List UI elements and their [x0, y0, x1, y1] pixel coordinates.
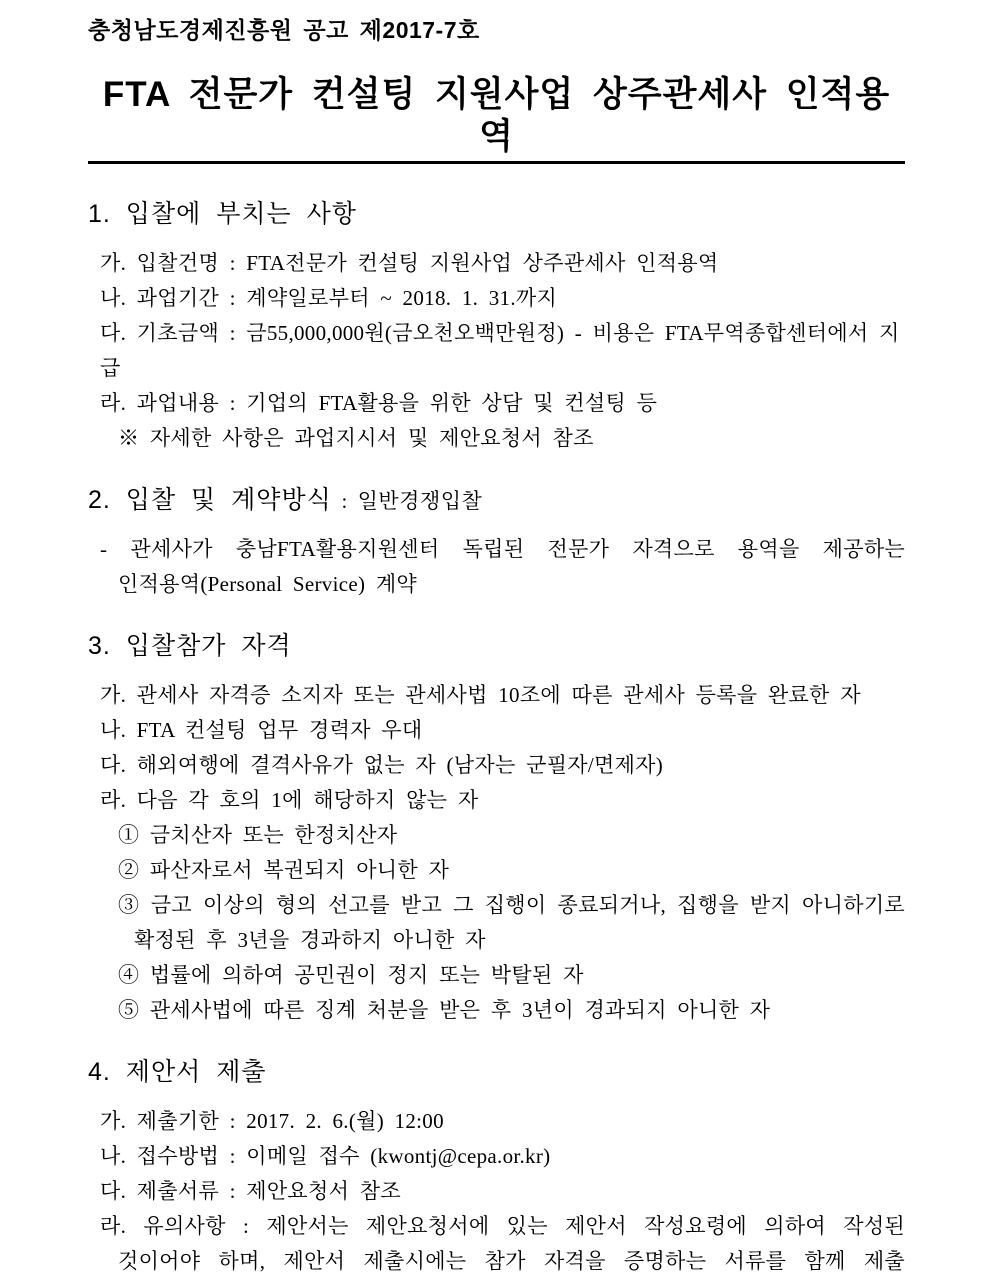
document-line: 가. 관세사 자격증 소지자 또는 관세사법 10조에 따른 관세사 등록을 완료한 자 [100, 683, 861, 707]
document-line: ④ 법률에 의하여 공민권이 정지 또는 박탈된 자 [118, 963, 584, 987]
document-line: ③ 금고 이상의 형의 선고를 받고 그 집행이 종료되거나, 집행을 받지 아니하기로 [118, 893, 905, 917]
section-heading-text: 4. 제안서 제출 [88, 1058, 267, 1086]
section-body [88, 532, 905, 602]
section-heading-text: 2. 입찰 및 계약방식 [88, 486, 332, 514]
section-heading-suffix: : 일반경쟁입찰 [331, 489, 483, 513]
document-line: 확정된 후 3년을 경과하지 아니한 자 [134, 928, 486, 952]
document-line: 다. 기초금액 : 금55,000,000원(금오천오백만원정) - 비용은 FTA무역종합센터에서 지급 [100, 321, 900, 380]
document-line: 것이어야 하며, 제안서 제출시에는 참가 자격을 증명하는 서류를 함께 제출 [118, 1249, 905, 1273]
document-line: 라. 다음 각 호의 1에 해당하지 않는 자 [100, 788, 479, 812]
document-line: 가. 제출기한 : 2017. 2. 6.(월) 12:00 [100, 1109, 444, 1133]
sections-container [88, 198, 905, 1279]
section-heading-text: 1. 입찰에 부치는 사항 [88, 200, 357, 228]
section-heading [88, 630, 905, 663]
section-body [88, 678, 905, 1028]
document-line: 다. 제출서류 : 제안요청서 참조 [100, 1179, 401, 1203]
notice-number: 충청남도경제진흥원 공고 제2017-7호 [88, 17, 480, 43]
section-heading [88, 1056, 905, 1089]
page-title: FTA 전문가 컨설팅 지원사업 상주관세사 인적용역 [88, 74, 905, 164]
section-body [88, 1104, 905, 1279]
title-row [88, 74, 905, 164]
document-section [88, 484, 905, 602]
document-line: ① 금치산자 또는 한정치산자 [118, 823, 398, 847]
document-section [88, 1056, 905, 1279]
document-line: 라. 과업내용 : 기업의 FTA활용을 위한 상담 및 컨설팅 등 [100, 391, 658, 415]
document-line: 라. 유의사항 : 제안서는 제안요청서에 있는 제안서 작성요령에 의하여 작성된 [100, 1214, 905, 1238]
document-line: ※ 자세한 사항은 과업지시서 및 제안요청서 참조 [118, 426, 594, 450]
document-line: ⑤ 관세사법에 따른 징계 처분을 받은 후 3년이 경과되지 아니한 자 [118, 998, 771, 1022]
document-line: 다. 해외여행에 결격사유가 없는 자 (남자는 군필자/면제자) [100, 753, 664, 777]
document-line: ② 파산자로서 복권되지 아니한 자 [118, 858, 450, 882]
document-line: 나. FTA 컨설팅 업무 경력자 우대 [100, 718, 423, 742]
document-line: 가. 입찰건명 : FTA전문가 컨설팅 지원사업 상주관세사 인적용역 [100, 251, 719, 275]
section-heading [88, 484, 905, 517]
section-heading-text: 3. 입찰참가 자격 [88, 632, 292, 660]
section-heading [88, 198, 905, 231]
document-line: - 관세사가 충남FTA활용지원센터 독립된 전문가 자격으로 용역을 제공하는 [100, 537, 905, 561]
document-line: 인적용역(Personal Service) 계약 [118, 572, 417, 596]
document-section [88, 198, 905, 456]
document-section [88, 630, 905, 1028]
document-line: 나. 과업기간 : 계약일로부터 ~ 2018. 1. 31.까지 [100, 286, 558, 310]
document-line: 나. 접수방법 : 이메일 접수 (kwontj@cepa.or.kr) [100, 1144, 551, 1168]
section-body [88, 246, 905, 456]
